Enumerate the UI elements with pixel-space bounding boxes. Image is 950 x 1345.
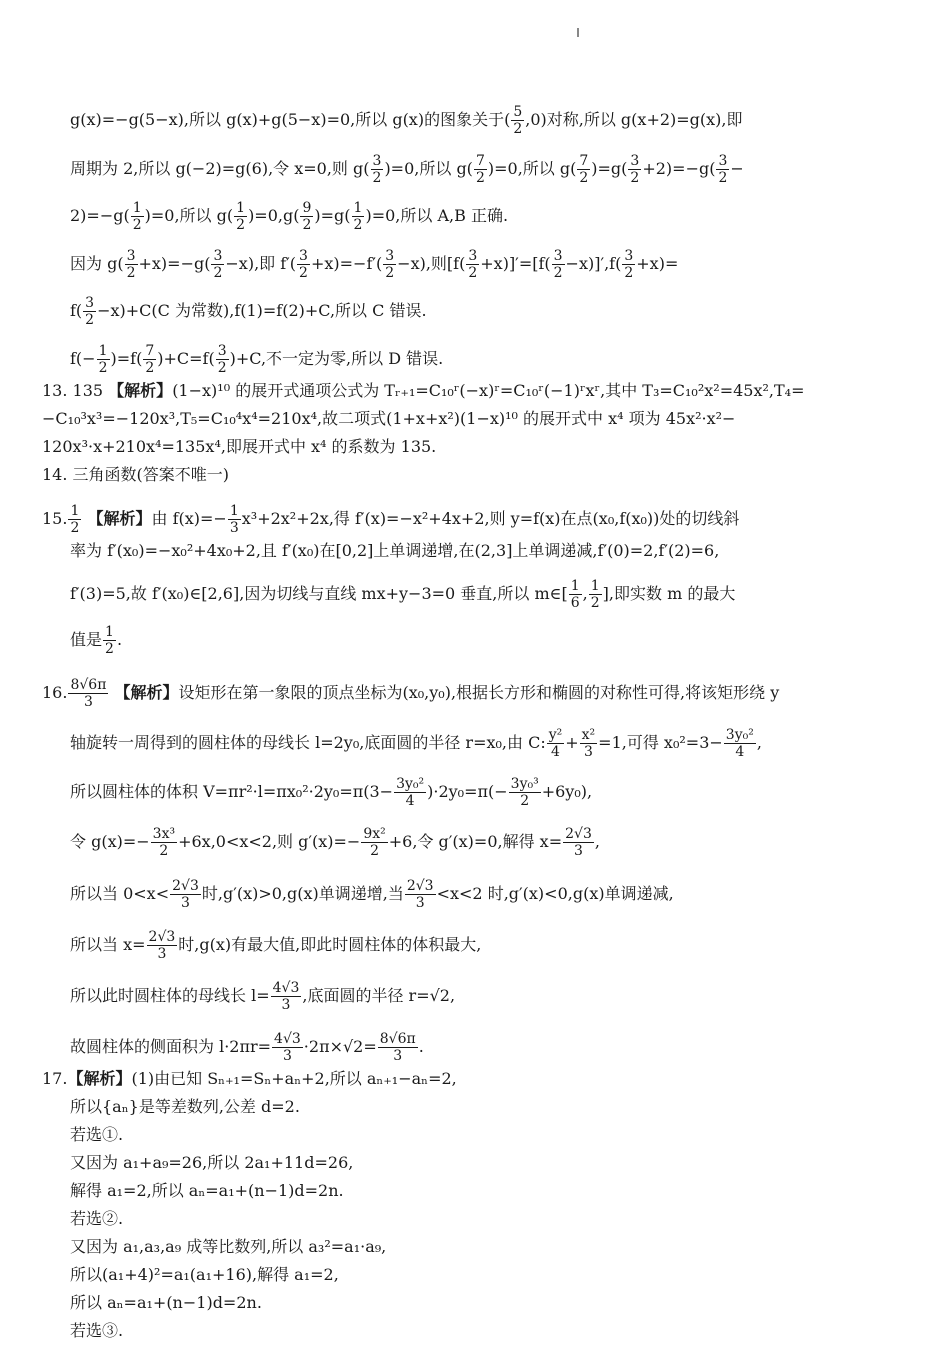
- text-run: −x)]′,f(: [565, 254, 622, 273]
- q17-line-8: [70, 1264, 339, 1286]
- fraction: [405, 878, 436, 911]
- text-run: x³+2x²+2x,得 f′(x)=−x²+4x+2,则 y=f(x)在点(x₀,f(x₀))处的切线斜: [241, 509, 740, 528]
- text-run: 4√3: [274, 1031, 301, 1047]
- text-run: 2: [236, 217, 246, 233]
- text-run: 值是: [70, 630, 103, 649]
- text-run: f(: [70, 301, 83, 320]
- text-run: 15.: [42, 509, 68, 528]
- text-run: 2√3: [406, 878, 434, 894]
- text-run: =1,可得 x₀²=3−: [598, 733, 723, 752]
- text-run: 2: [630, 170, 640, 186]
- text-run: +: [565, 733, 579, 752]
- fraction: [216, 343, 229, 376]
- text-run: 又因为 a₁+a₉=26,所以 2a₁+11d=26,: [70, 1153, 354, 1172]
- text-run: )=f(: [110, 349, 143, 368]
- p12-line-2: [70, 153, 744, 186]
- p12-line-1: [70, 104, 743, 137]
- text-run: 6: [570, 595, 580, 611]
- q17-line-2: [70, 1096, 300, 1118]
- text-run: 所以圆柱体的体积 V=πr²·l=πx₀²·2y₀=π(3−: [70, 782, 394, 801]
- fraction: [383, 248, 396, 281]
- text-run: 2: [302, 217, 312, 233]
- text-run: −x),即 f′(: [225, 254, 297, 273]
- text-run: 2: [213, 265, 223, 281]
- text-run: 13. 135: [42, 381, 104, 400]
- text-run: 时,g(x)有最大值,即此时圆柱体的体积最大,: [178, 935, 482, 954]
- fraction: [271, 980, 302, 1013]
- fraction: [234, 200, 247, 233]
- text-run: +2)=−g(: [642, 159, 716, 178]
- text-run: 2: [624, 265, 634, 281]
- text-run: 2√3: [172, 878, 199, 894]
- text-run: )=0,所以 g(: [384, 159, 473, 178]
- text-run: 【解析】: [67, 1069, 132, 1088]
- text-run: 120x³·x+210x⁴=135x⁴,即展开式中 x⁴ 的系数为 135.: [42, 437, 437, 456]
- text-run: 故圆柱体的侧面积为 l·2πr=: [70, 1037, 272, 1056]
- fraction: [569, 578, 582, 611]
- text-run: )=0,g(: [248, 206, 300, 225]
- text-run: 2: [70, 520, 80, 536]
- text-run: 2: [159, 843, 169, 859]
- text-run: ,: [582, 584, 588, 603]
- text-run: )+C,不一定为零,所以 D 错误.: [229, 349, 444, 368]
- q15-line-1: [42, 503, 739, 536]
- q17-line-4: [70, 1152, 353, 1174]
- text-run: 3: [574, 843, 583, 859]
- text-run: 1: [98, 343, 108, 359]
- q15-line-4: [70, 624, 122, 657]
- text-run: 2: [145, 360, 155, 376]
- text-run: −x)+C(C 为常数),f(1)=f(2)+C,所以 C 错误.: [97, 301, 427, 320]
- text-run: 2: [299, 265, 308, 281]
- text-run: 1: [590, 578, 600, 594]
- text-run: f(−: [70, 349, 96, 368]
- text-run: −C₁₀³x³=−120x³,T₅=C₁₀⁴x⁴=210x⁴,故二项式(1+x+x²)(1−x)¹⁰ 的展开式中 x⁴ 项为 45x²·x²−: [42, 409, 736, 428]
- q17-line-9: [70, 1292, 262, 1314]
- text-run: <x<2 时,g′(x)<0,g(x)单调递减,: [436, 884, 674, 903]
- q16-line-1: [42, 677, 779, 710]
- text-run: 14. 三角函数(答案不唯一): [42, 465, 230, 484]
- q16-line-8: [70, 1031, 424, 1064]
- fraction: [143, 343, 156, 376]
- fraction: [577, 153, 590, 186]
- q16-line-6: [70, 929, 481, 962]
- text-run: 令 g(x)=−: [70, 832, 150, 851]
- text-run: 3: [624, 248, 634, 264]
- text-run: 4√3: [272, 980, 300, 996]
- text-run: 2: [372, 170, 382, 186]
- text-run: 所以{aₙ}是等差数列,公差 d=2.: [70, 1097, 300, 1116]
- text-run: f′(3)=5,故 f′(x₀)∈[2,6],因为切线与直线 mx+y−3=0 垂直,所以 m∈[: [70, 584, 568, 603]
- fraction: [466, 248, 479, 281]
- text-run: 1: [132, 200, 142, 216]
- q16-line-7: [70, 980, 455, 1013]
- q17-line-6: [70, 1208, 123, 1230]
- text-run: 2: [513, 121, 523, 137]
- text-run: 所以此时圆柱体的母线长 l=: [70, 986, 270, 1005]
- fraction: [300, 200, 313, 233]
- text-run: 4: [405, 793, 415, 809]
- text-run: 2: [475, 170, 485, 186]
- fraction: [371, 153, 384, 186]
- p12-line-3: [70, 200, 508, 233]
- q16-line-4: [70, 826, 600, 859]
- text-run: 3: [583, 744, 593, 760]
- text-run: 2: [468, 265, 478, 281]
- p12-line-6: [70, 343, 443, 376]
- text-run: 9x²: [363, 826, 386, 842]
- text-run: 1: [70, 503, 80, 519]
- text-run: y²: [548, 727, 563, 743]
- q15-line-3: [70, 578, 735, 611]
- fraction: [580, 727, 598, 760]
- text-run: 8√6π: [70, 677, 107, 693]
- q17-line-5: [70, 1180, 344, 1202]
- fraction: [131, 200, 144, 233]
- text-run: )=0,所以 A,B 正确.: [365, 206, 509, 225]
- q16-line-3: [70, 776, 592, 809]
- text-run: 3y₀²: [725, 727, 754, 743]
- text-run: 3x³: [152, 826, 176, 842]
- text-run: 3: [229, 520, 239, 536]
- text-run: 16.: [42, 683, 68, 702]
- text-run: +6,令 g′(x)=0,解得 x=: [388, 832, 563, 851]
- text-run: 2: [98, 360, 108, 376]
- text-run: +x)=: [636, 254, 679, 273]
- text-run: 3: [385, 248, 395, 264]
- fraction: [68, 677, 108, 710]
- fraction: [509, 776, 541, 809]
- text-run: 3: [282, 1048, 292, 1064]
- text-run: 所以(a₁+4)²=a₁(a₁+16),解得 a₁=2,: [70, 1265, 339, 1284]
- text-run: 2: [126, 265, 136, 281]
- text-run: 7: [145, 343, 155, 359]
- text-run: 1: [105, 624, 114, 640]
- text-run: 若选①.: [70, 1125, 124, 1144]
- text-run: 2: [105, 641, 114, 657]
- p12-line-5: [70, 295, 427, 328]
- text-run: 3: [393, 1048, 403, 1064]
- text-run: 5: [513, 104, 523, 120]
- text-run: 率为 f′(x₀)=−x₀²+4x₀+2,且 f′(x₀)在[0,2]上单调递增,在(2,3]上单调递减,f′(0)=2,f′(2)=6,: [70, 541, 720, 560]
- text-run: −x),则[f(: [397, 254, 466, 273]
- text-run: )=g(: [314, 206, 351, 225]
- text-run: 2: [370, 843, 380, 859]
- text-run: 3: [372, 153, 382, 169]
- text-run: 设矩形在第一象限的顶点坐标为(x₀,y₀),根据长方形和椭圆的对称性可得,将该矩形绕 y: [178, 683, 780, 702]
- text-run: .: [116, 630, 123, 649]
- text-run: 2: [85, 312, 95, 328]
- text-run: +6y₀),: [541, 782, 593, 801]
- text-run: 3: [281, 997, 291, 1013]
- text-run: 3: [553, 248, 563, 264]
- text-run: 1: [353, 200, 363, 216]
- q17-line-3: [70, 1124, 123, 1146]
- fraction: [563, 826, 594, 859]
- fraction: [361, 826, 387, 859]
- text-run: 3: [85, 295, 95, 311]
- text-run: )=0,所以 g(: [487, 159, 577, 178]
- text-run: )·2y₀=π(−: [427, 782, 508, 801]
- q17-line-7: [70, 1236, 386, 1258]
- text-run: 【解析】: [87, 509, 152, 528]
- text-run: 3y₀³: [510, 776, 539, 792]
- q13-line-3: [42, 436, 436, 458]
- text-run: 所以当 x=: [70, 935, 146, 954]
- text-run: 因为 g(: [70, 254, 124, 273]
- text-run: +x)]′=[f(: [480, 254, 551, 273]
- fraction: [352, 200, 365, 233]
- fraction: [622, 248, 635, 281]
- text-run: 由 f(x)=−: [151, 509, 227, 528]
- text-run: 2: [718, 170, 728, 186]
- text-run: (1)由已知 Sₙ₊₁=Sₙ+aₙ+2,所以 aₙ₊₁−aₙ=2,: [131, 1069, 457, 1088]
- text-run: ,底面圆的半径 r=√2,: [302, 986, 456, 1005]
- text-run: 所以 aₙ=a₁+(n−1)d=2n.: [70, 1293, 262, 1312]
- text-run: 3: [718, 153, 728, 169]
- text-run: 3: [217, 343, 227, 359]
- fraction: [211, 248, 224, 281]
- q17-line-10: [70, 1320, 123, 1342]
- text-run: ,: [756, 733, 762, 752]
- text-run: 7: [475, 153, 485, 169]
- text-run: 2: [353, 217, 363, 233]
- q13-line-1: [42, 380, 804, 402]
- text-run: 2: [385, 265, 395, 281]
- text-run: −: [730, 159, 744, 178]
- text-run: 【解析】: [108, 381, 173, 400]
- p12-line-4: [70, 248, 678, 281]
- text-run: 3: [415, 895, 425, 911]
- text-run: )=g(: [591, 159, 628, 178]
- fraction: [547, 727, 565, 760]
- text-run: )=0,所以 g(: [144, 206, 234, 225]
- text-run: 3: [126, 248, 136, 264]
- text-run: 3: [468, 248, 478, 264]
- q15-line-2: [70, 540, 719, 562]
- text-run: ·2π×√2=: [303, 1037, 377, 1056]
- fraction: [272, 1031, 303, 1064]
- fraction: [228, 503, 241, 536]
- text-run: 2: [217, 360, 227, 376]
- text-run: 【解析】: [114, 683, 179, 702]
- fraction: [474, 153, 487, 186]
- text-run: 3: [299, 248, 308, 264]
- text-run: 1: [570, 578, 580, 594]
- text-run: g(x)=−g(5−x),所以 g(x)+g(5−x)=0,所以 g(x)的图象关于(: [70, 110, 511, 129]
- q17-line-1: [42, 1068, 457, 1090]
- text-run: +6x,0<x<2,则 g′(x)=−: [178, 832, 361, 851]
- fraction: [83, 295, 96, 328]
- text-run: 9: [302, 200, 312, 216]
- text-run: 周期为 2,所以 g(−2)=g(6),令 x=0,则 g(: [70, 159, 370, 178]
- text-run: 若选②.: [70, 1209, 124, 1228]
- fraction: [151, 826, 177, 859]
- fraction: [68, 503, 81, 536]
- text-run: 4: [735, 744, 745, 760]
- text-run: 1: [236, 200, 246, 216]
- text-run: 所以当 0<x<: [70, 884, 170, 903]
- text-run: 8√6π: [379, 1031, 416, 1047]
- text-run: 若选③.: [70, 1321, 124, 1340]
- fraction: [103, 624, 116, 657]
- q16-line-2: [70, 727, 762, 760]
- text-run: 3: [83, 694, 93, 710]
- text-run: 17.: [42, 1069, 68, 1088]
- fraction: [125, 248, 138, 281]
- text-run: 3: [181, 895, 190, 911]
- text-run: 2: [590, 595, 600, 611]
- text-run: 3: [630, 153, 640, 169]
- text-run: +x)=−f′(: [310, 254, 383, 273]
- text-run: 时,g′(x)>0,g(x)单调递增,当: [201, 884, 404, 903]
- fraction: [394, 776, 426, 809]
- fraction: [511, 104, 524, 137]
- text-run: 又因为 a₁,a₃,a₉ 成等比数列,所以 a₃²=a₁·a₉,: [70, 1237, 387, 1256]
- text-run: (1−x)¹⁰ 的展开式通项公式为 Tᵣ₊₁=C₁₀ʳ(−x)ʳ=C₁₀ʳ(−1)ʳxʳ,其中 T₃=C₁₀²x²=45x²,T₄=: [172, 381, 805, 400]
- fraction: [589, 578, 602, 611]
- text-run: ,0)对称,所以 g(x+2)=g(x),即: [525, 110, 743, 129]
- fraction: [716, 153, 729, 186]
- text-run: 2√3: [148, 929, 176, 945]
- text-run: .: [418, 1037, 424, 1056]
- fraction: [628, 153, 641, 186]
- text-run: 1: [229, 503, 239, 519]
- text-run: 7: [579, 153, 589, 169]
- text-run: 2: [579, 170, 589, 186]
- fraction: [552, 248, 565, 281]
- fraction: [378, 1031, 418, 1064]
- text-run: 3: [213, 248, 223, 264]
- fraction: [297, 248, 310, 281]
- text-run: x²: [581, 727, 596, 743]
- text-run: 轴旋转一周得到的圆柱体的母线长 l=2y₀,底面圆的半径 r=x₀,由 C:: [70, 733, 546, 752]
- text-run: 2√3: [565, 826, 592, 842]
- text-run: )+C=f(: [157, 349, 215, 368]
- fraction: [147, 929, 178, 962]
- fraction: [170, 878, 201, 911]
- text-run: 解得 a₁=2,所以 aₙ=a₁+(n−1)d=2n.: [70, 1181, 344, 1200]
- q16-line-5: [70, 878, 674, 911]
- fraction: [724, 727, 756, 760]
- text-run: +x)=−g(: [138, 254, 211, 273]
- q14-line: [42, 464, 229, 486]
- text-run: 2)=−g(: [70, 206, 130, 225]
- text-run: 2: [553, 265, 563, 281]
- fraction: [97, 343, 110, 376]
- text-run: 3y₀²: [396, 776, 425, 792]
- top-mark: [577, 28, 579, 37]
- text-run: ,: [594, 832, 600, 851]
- q13-line-2: [42, 408, 735, 430]
- text-run: ],即实数 m 的最大: [602, 584, 736, 603]
- text-run: 2: [132, 217, 142, 233]
- text-run: 3: [157, 946, 167, 962]
- text-run: 2: [520, 793, 530, 809]
- text-run: 4: [551, 744, 560, 760]
